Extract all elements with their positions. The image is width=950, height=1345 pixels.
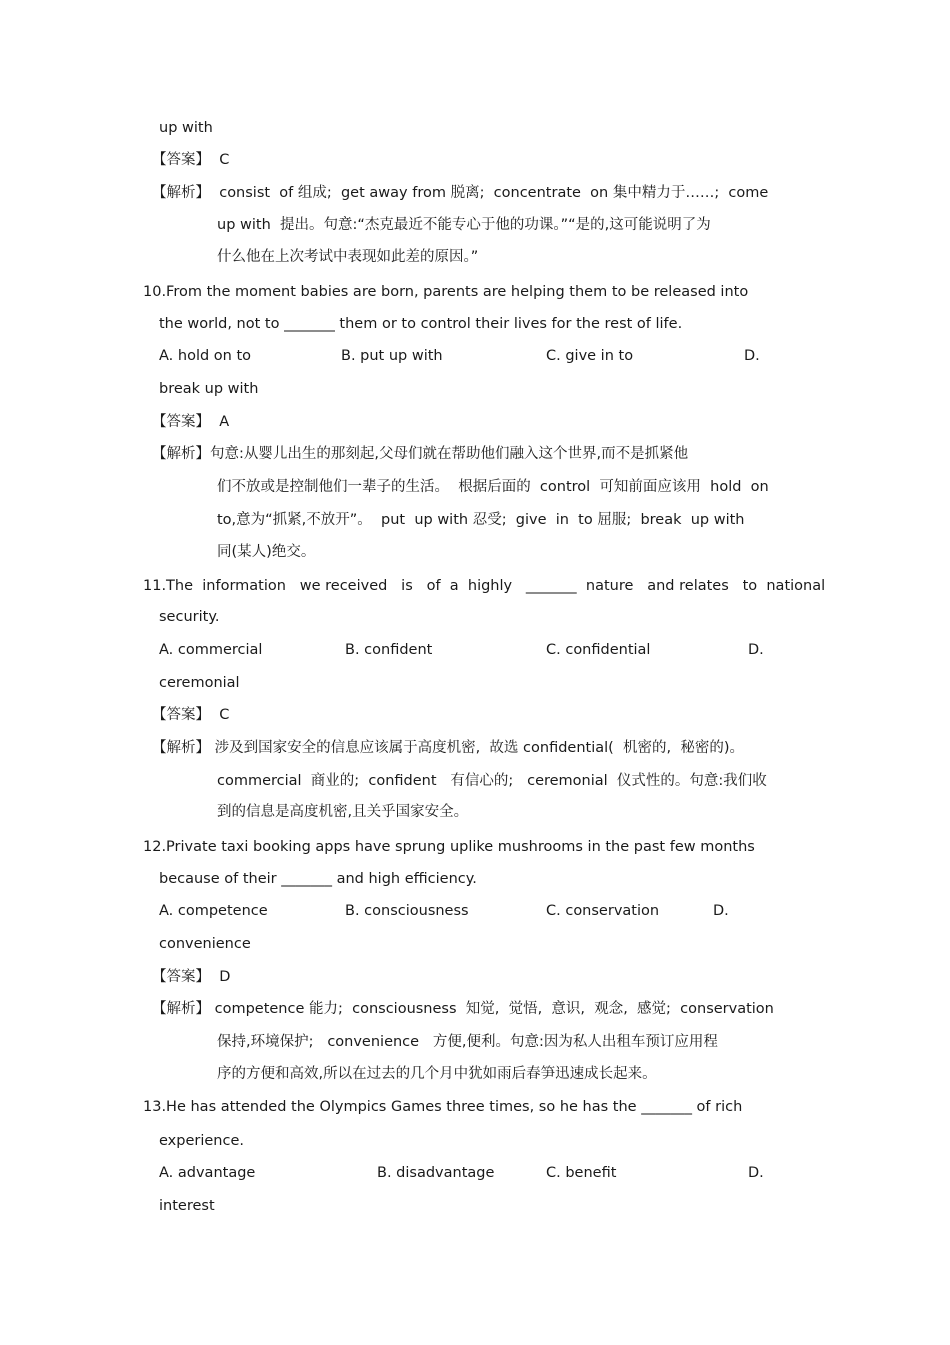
answer-label: 【答案】 A	[152, 414, 230, 430]
answer-label: 【答案】 C	[152, 152, 230, 168]
option-d: D.	[748, 642, 764, 658]
explanation-line: to,意为“抓紧,不放开”。 put up with 忍受; give in to 屈服; break up with	[217, 512, 745, 528]
answer-label: 【答案】 D	[152, 969, 231, 985]
question-11-options	[0, 640, 950, 660]
option-c: C. conservation	[546, 903, 660, 919]
answer-label: 【答案】 C	[152, 707, 230, 723]
question-10-stem: 10.From the moment babies are born, parents are helping them to be released into	[143, 284, 749, 300]
question-13-stem: experience.	[159, 1133, 244, 1149]
explanation-line: up with 提出。句意:“杰克最近不能专心于他的功课。”“是的,这可能说明了为	[217, 217, 711, 233]
explanation-line: 【解析】 competence 能力; consciousness 知觉, 觉悟, 意识, 观念, 感觉; conservation	[152, 1001, 774, 1017]
explanation-line: 什么他在上次考试中表现如此差的原因。”	[217, 249, 479, 265]
option-b: B. consciousness	[345, 903, 469, 919]
explanation-line: 同(某人)绝交。	[217, 544, 316, 560]
question-10-stem: the world, not to _______ them or to control their lives for the rest of life.	[159, 316, 683, 332]
option-c: C. benefit	[546, 1165, 617, 1181]
explanation-line: 到的信息是高度机密,且关乎国家安全。	[217, 804, 469, 820]
explanation-line: 保持,环境保护; convenience 方便,便利。句意:因为私人出租车预订应用程	[217, 1034, 718, 1050]
option-a: A. competence	[159, 903, 268, 919]
option-a: A. hold on to	[159, 348, 252, 364]
question-11-stem: security.	[159, 609, 220, 625]
explanation-line: 【解析】 consist of 组成; get away from 脱离; concentrate on 集中精力于……; come	[152, 185, 769, 201]
option-d-text: ceremonial	[159, 675, 240, 691]
explanation-line: commercial 商业的; confident 有信心的; ceremonial 仪式性的。句意:我们收	[217, 773, 767, 789]
option-d-text: interest	[159, 1198, 215, 1214]
option-b: B. put up with	[341, 348, 443, 364]
option-b: B. confident	[345, 642, 433, 658]
question-11-stem: 11.The information we received is of a highly _______ nature and relates to national	[143, 578, 826, 594]
option-d: D.	[748, 1165, 764, 1181]
option-d: D.	[744, 348, 760, 364]
option-c: C. give in to	[546, 348, 634, 364]
explanation-line: 们不放或是控制他们一辈子的生活。 根据后面的 control 可知前面应该用 hold on	[217, 479, 769, 495]
question-13-stem: 13.He has attended the Olympics Games three times, so he has the _______ of rich	[143, 1099, 743, 1115]
question-12-options	[0, 901, 950, 921]
answer-text-line: up with	[159, 120, 213, 136]
question-12-stem: because of their _______ and high efficiency.	[159, 871, 477, 887]
explanation-line: 【解析】 涉及到国家安全的信息应该属于高度机密, 故选 confidential( 机密的, 秘密的)。	[152, 740, 745, 756]
option-d-text: convenience	[159, 936, 251, 952]
option-d: D.	[713, 903, 729, 919]
option-b: B. disadvantage	[377, 1165, 495, 1181]
explanation-line: 【解析】句意:从婴儿出生的那刻起,父母们就在帮助他们融入这个世界,而不是抓紧他	[152, 446, 689, 462]
option-c: C. confidential	[546, 642, 651, 658]
question-12-stem: 12.Private taxi booking apps have sprung uplike mushrooms in the past few months	[143, 839, 755, 855]
question-10-options	[0, 346, 950, 366]
question-13-options	[0, 1163, 950, 1183]
explanation-line: 序的方便和高效,所以在过去的几个月中犹如雨后春笋迅速成长起来。	[217, 1066, 657, 1082]
option-a: A. commercial	[159, 642, 263, 658]
option-d-text: break up with	[159, 381, 259, 397]
option-a: A. advantage	[159, 1165, 256, 1181]
